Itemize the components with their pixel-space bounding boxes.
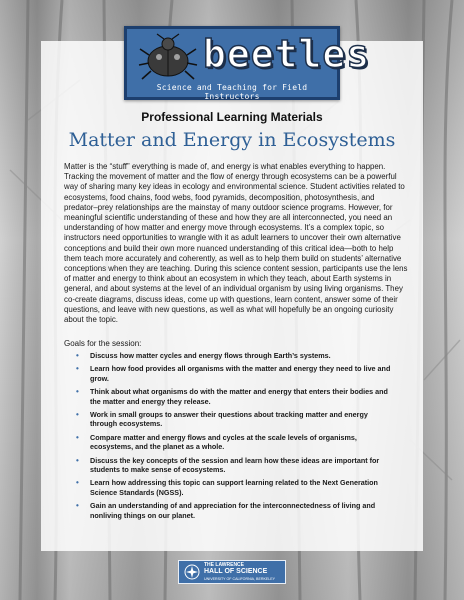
beetle-icon <box>137 33 199 83</box>
goal-text: Compare matter and energy flows and cycles at the scale levels of organisms, ecosystems, and the planet as a whole. <box>90 432 357 452</box>
list-item <box>76 433 396 452</box>
goals-label: Goals for the session: <box>64 339 142 348</box>
bullet-icon: • <box>76 410 79 420</box>
goal-text: Discuss how matter cycles and energy flows through Earth’s systems. <box>90 351 331 360</box>
bullet-icon: • <box>76 501 79 511</box>
goal-text: Think about what organisms do with the matter and energy that enters their bodies and the matter and energy they release. <box>90 387 388 406</box>
goal-text: Learn how addressing this topic can support learning related to the Next Generation Science Standards (NGSS). <box>90 478 378 497</box>
goal-text: Learn how food provides all organisms with the matter and energy they need to live and grow. <box>90 364 391 383</box>
star-burst-icon <box>184 564 200 580</box>
list-item <box>76 387 396 406</box>
bullet-icon: • <box>76 351 79 360</box>
goal-text: Gain an understanding of and appreciation for the interconnectedness of living and nonliving things on our planet. <box>90 501 376 520</box>
page-kicker: Professional Learning Materials <box>141 110 323 124</box>
goal-text: Discuss the key concepts of the session and learn how these ideas are important for students to make sense of ecosystems. <box>90 455 380 475</box>
list-item <box>76 364 396 383</box>
logo-wordmark: beetles <box>203 32 371 76</box>
bullet-icon: • <box>76 432 79 442</box>
lawrence-hall-logo <box>178 560 286 584</box>
bullet-icon: • <box>76 364 79 374</box>
goals-list <box>76 351 396 524</box>
footer-line-1: THE LAWRENCE <box>204 561 244 568</box>
page-title: Matter and Energy in Ecosystems <box>68 129 396 151</box>
list-item <box>76 351 396 360</box>
intro-paragraph: Matter is the “stuff” everything is made of, and energy is what enables everything to happen. Tracking the movement of matter and the flow of energy through ecosystems can be a powerful way of sharing many key ideas in ecology and environmental science. Student activities related to ecosystems, food chains, food webs, food pyramids, decomposition, photosynthesis, and predator–prey relationships are the mainstay of many outdoor science programs. However, for meaningful scientific understanding of these and how they are all interconnected, you need an understanding of how matter and energy move through ecosystems. It’s a complex topic, so instructors need opportunities to wrangle with it as adult learners to uncover their own alternative conceptions and build their own more nuanced understanding of this critical idea—both to help them teach more accurately and coherently, as well as to help them build on students’ alternative conceptions when they are teaching. During this science content session, participants use the lens of matter and energy to think about an ecosystem in which they teach, about Earth systems in general, and about systems at the level of an individual organism by using living organisms. They co-create diagrams, discuss ideas, come up with questions, learn content, answer some of their questions, and leave with new questions, as well as what will hopefully be an ongoing curiosity about the topic. <box>64 162 408 325</box>
goal-text: Work in small groups to answer their questions about tracking matter and energy through ecosystems. <box>90 410 368 429</box>
list-item <box>76 501 396 520</box>
beetles-logo <box>124 26 371 101</box>
list-item <box>76 478 396 497</box>
bullet-icon: • <box>76 478 79 488</box>
list-item <box>76 410 396 429</box>
list-item <box>76 456 396 475</box>
bullet-icon: • <box>76 387 79 397</box>
bullet-icon: • <box>76 455 79 465</box>
logo-tagline: Science and Teaching for Field Instructors <box>156 83 308 101</box>
footer-line-2: HALL OF SCIENCE <box>204 568 268 575</box>
footer-line-3: UNIVERSITY OF CALIFORNIA, BERKELEY <box>204 577 276 581</box>
